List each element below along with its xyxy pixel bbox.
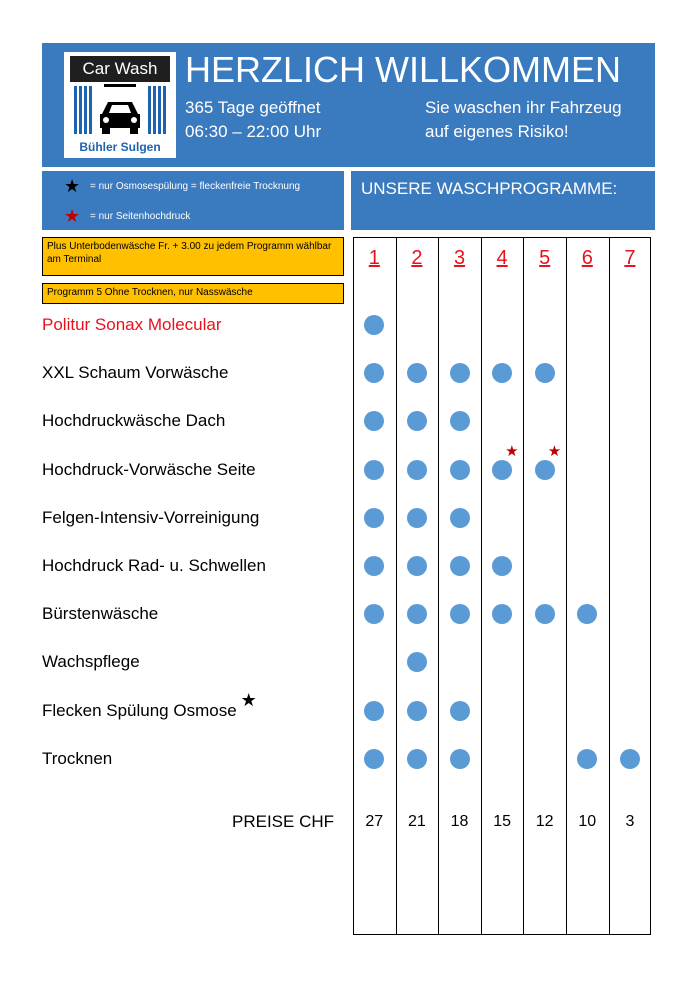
program-dot bbox=[407, 749, 427, 769]
feature-label: Wachspflege bbox=[42, 652, 140, 672]
red-star-icon: ★ bbox=[547, 442, 562, 460]
car-wash-icon bbox=[72, 84, 168, 136]
program-dot bbox=[407, 363, 427, 383]
program-dot bbox=[450, 604, 470, 624]
program-dot bbox=[535, 604, 555, 624]
program-dot bbox=[450, 749, 470, 769]
program-number-1: 1 bbox=[368, 247, 380, 269]
program-dot bbox=[620, 749, 640, 769]
program-dot bbox=[407, 701, 427, 721]
legend-black-star-text: = nur Osmosespülung = fleckenfreie Trocknung bbox=[90, 181, 301, 192]
program-dot bbox=[407, 604, 427, 624]
program-number-2: 2 bbox=[411, 247, 423, 269]
program-dot bbox=[450, 411, 470, 431]
program-dot bbox=[535, 363, 555, 383]
program-dot bbox=[450, 701, 470, 721]
feature-label: Hochdruck-Vorwäsche Seite bbox=[42, 459, 256, 479]
program-dot bbox=[450, 508, 470, 528]
feature-label: Trocknen bbox=[42, 748, 113, 768]
program-dot bbox=[364, 701, 384, 721]
logo-subtitle: Bühler Sulgen bbox=[79, 140, 161, 154]
red-star-icon: ★ bbox=[505, 442, 519, 460]
program-dot bbox=[407, 556, 427, 576]
program-dot bbox=[492, 460, 512, 480]
program-dot bbox=[577, 749, 597, 769]
price-value: 15 bbox=[493, 813, 511, 830]
programs-title: UNSERE WASCHPROGRAMME: bbox=[361, 179, 618, 198]
price-value: 21 bbox=[407, 813, 426, 830]
feature-label: Politur Sonax Molecular bbox=[42, 315, 222, 334]
open-days-text: 365 Tage geöffnet bbox=[185, 98, 321, 117]
feature-label: Felgen-Intensiv-Vorreinigung bbox=[42, 507, 260, 527]
feature-label: Flecken Spülung Osmose bbox=[42, 700, 237, 720]
program-number-5: 5 bbox=[539, 247, 551, 269]
price-value: 12 bbox=[535, 813, 554, 830]
feature-label: Hochdruckwäsche Dach bbox=[42, 411, 226, 431]
price-value: 10 bbox=[578, 813, 597, 830]
prices-label: PREISE CHF bbox=[232, 812, 335, 831]
program-dot bbox=[364, 508, 384, 528]
program-dot bbox=[535, 460, 555, 480]
feature-label: XXL Schaum Vorwäsche bbox=[42, 363, 229, 383]
risk-notice-line1: Sie waschen ihr Fahrzeug bbox=[425, 98, 622, 117]
price-value: 3 bbox=[625, 813, 635, 830]
risk-notice-line2: auf eigenes Risiko! bbox=[425, 122, 569, 141]
program-dot bbox=[364, 749, 384, 769]
program-dot bbox=[492, 556, 512, 576]
black-star-icon: ★ bbox=[64, 176, 81, 196]
legend-red-star-text: = nur Seitenhochdruck bbox=[90, 211, 191, 222]
program-dot bbox=[364, 460, 384, 480]
program-number-6: 6 bbox=[581, 247, 593, 269]
feature-label: Bürstenwäsche bbox=[42, 604, 159, 624]
program-dot bbox=[450, 363, 470, 383]
program-number-3: 3 bbox=[453, 247, 466, 269]
feature-label: Hochdruck Rad- u. Schwellen bbox=[42, 556, 266, 575]
underbody-note: Plus Unterbodenwäsche Fr. + 3.00 zu jedem Programm wählbar am Terminal bbox=[42, 237, 344, 276]
program-dot bbox=[407, 508, 427, 528]
logo-title: Car Wash bbox=[70, 56, 170, 82]
program5-note: Programm 5 Ohne Trocknen, nur Nasswäsche bbox=[42, 283, 344, 304]
black-star-icon: ★ bbox=[240, 689, 257, 710]
program-dot bbox=[450, 460, 470, 480]
price-value: 27 bbox=[365, 813, 384, 830]
page-title: HERZLICH WILLKOMMEN bbox=[185, 49, 622, 90]
red-star-icon: ★ bbox=[64, 206, 81, 226]
price-value: 18 bbox=[450, 813, 469, 830]
opening-hours-text: 06:30 – 22:00 Uhr bbox=[185, 122, 322, 141]
program-number-7: 7 bbox=[624, 247, 636, 269]
program-number-4: 4 bbox=[496, 247, 508, 269]
program-dot bbox=[450, 556, 470, 576]
program-dot bbox=[407, 460, 427, 480]
